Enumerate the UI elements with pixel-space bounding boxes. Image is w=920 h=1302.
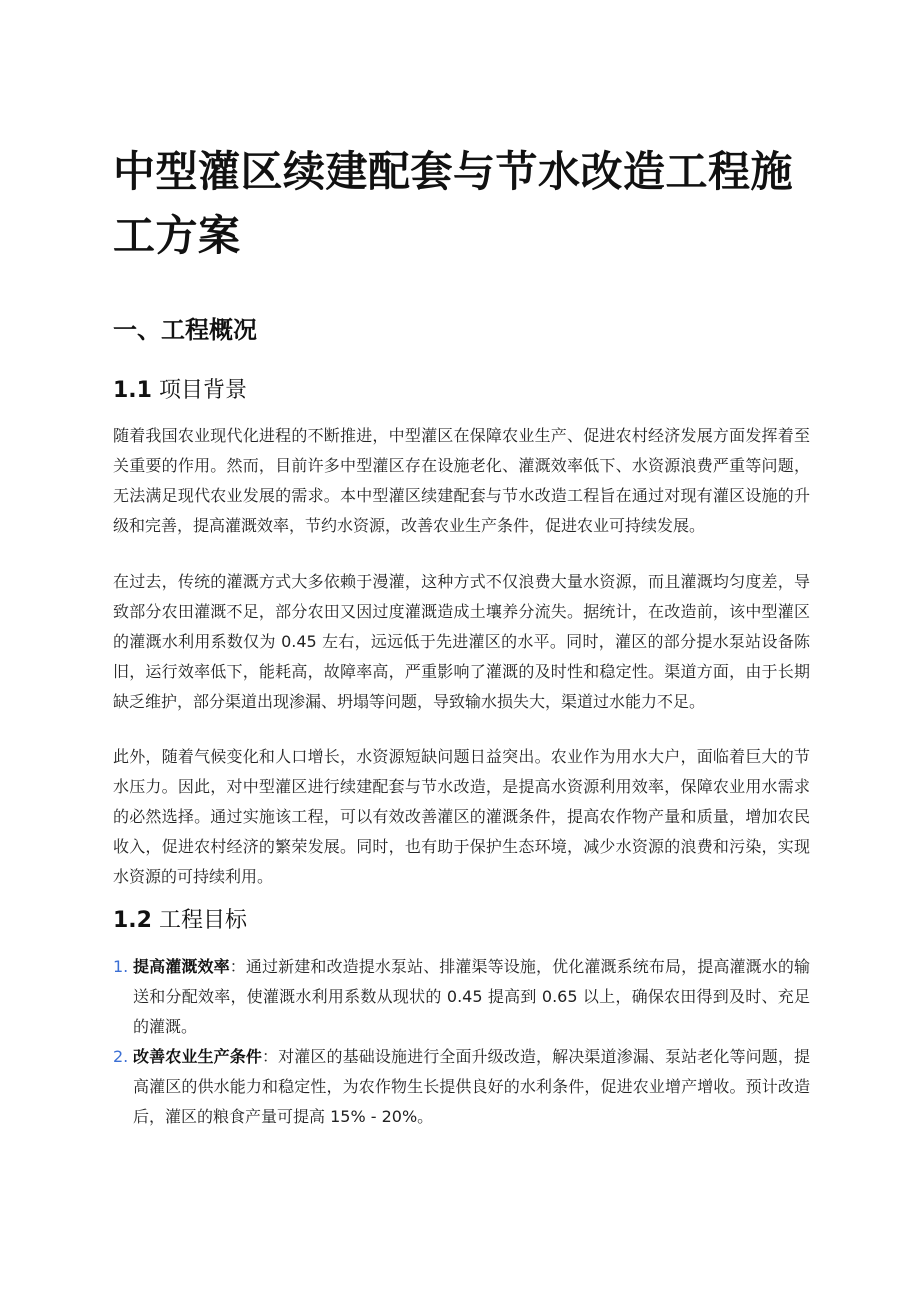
list-item-body — [133, 952, 810, 1042]
list-item-term: 提高灌溉效率 — [133, 957, 230, 976]
subsection-number: 1.1 — [113, 378, 152, 403]
list-item — [113, 1042, 810, 1132]
background-paragraph-1: 随着我国农业现代化进程的不断推进，中型灌区在保障农业生产、促进农村经济发展方面发挥着至关重要的作用。然而，目前许多中型灌区存在设施老化、灌溉效率低下、水资源浪费严重等问题，无法满足现代农业发展的需求。本中型灌区续建配套与节水改造工程旨在通过对现有灌区设施的升级和完善，提高灌溉效率，节约水资源，改善农业生产条件，促进农业可持续发展。 — [113, 426, 810, 535]
subsection-title: 项目背景 — [158, 378, 247, 403]
list-item-text: ：对灌区的基础设施进行全面升级改造，解决渠道渗漏、泵站老化等问题，提高灌区的供水能力和稳定性，为农作物生长提供良好的水利条件，促进农业增产增收。预计改造后，灌区的粮食产量可提高 15% - 20%。 — [133, 1047, 810, 1126]
subsection-heading-background — [113, 374, 247, 408]
subsection-number: 1.2 — [113, 908, 152, 933]
list-item-number: 2. — [113, 1047, 129, 1066]
list-item-text: ：通过新建和改造提水泵站、排灌渠等设施，优化灌溉系统布局，提高灌溉水的输送和分配效率，使灌溉水利用系数从现状的 0.45 提高到 0.65 以上，确保农田得到及时、充足的灌溉。 — [133, 957, 810, 1036]
list-item-term: 改善农业生产条件 — [133, 1047, 262, 1066]
list-item — [113, 952, 810, 1042]
background-paragraph-2: 在过去，传统的灌溉方式大多依赖于漫灌，这种方式不仅浪费大量水资源，而且灌溉均匀度差，导致部分农田灌溉不足，部分农田又因过度灌溉造成土壤养分流失。据统计，在改造前，该中型灌区的灌溉水利用系数仅为 0.45 左右，远远低于先进灌区的水平。同时，灌区的部分提水泵站设备陈旧，运行效率低下，能耗高，故障率高，严重影响了灌溉的及时性和稳定性。渠道方面，由于长期缺乏维护，部分渠道出现渗漏、坍塌等问题，导致输水损失大，渠道过水能力不足。 — [113, 572, 810, 711]
background-paragraph-3: 此外，随着气候变化和人口增长，水资源短缺问题日益突出。农业作为用水大户，面临着巨大的节水压力。因此，对中型灌区进行续建配套与节水改造，是提高水资源利用效率，保障农业用水需求的必然选择。通过实施该工程，可以有效改善灌区的灌溉条件，提高农作物产量和质量，增加农民收入，促进农村经济的繁荣发展。同时，也有助于保护生态环境，减少水资源的浪费和污染，实现水资源的可持续利用。 — [113, 747, 810, 886]
list-item-number: 1. — [113, 957, 129, 976]
list-item-body — [133, 1042, 810, 1132]
subsection-title: 工程目标 — [158, 908, 247, 933]
document-title: 中型灌区续建配套与节水改造工程施工方案 — [113, 147, 794, 260]
subsection-heading-goals — [113, 904, 247, 938]
section-heading-overview: 一、工程概况 — [113, 316, 257, 344]
